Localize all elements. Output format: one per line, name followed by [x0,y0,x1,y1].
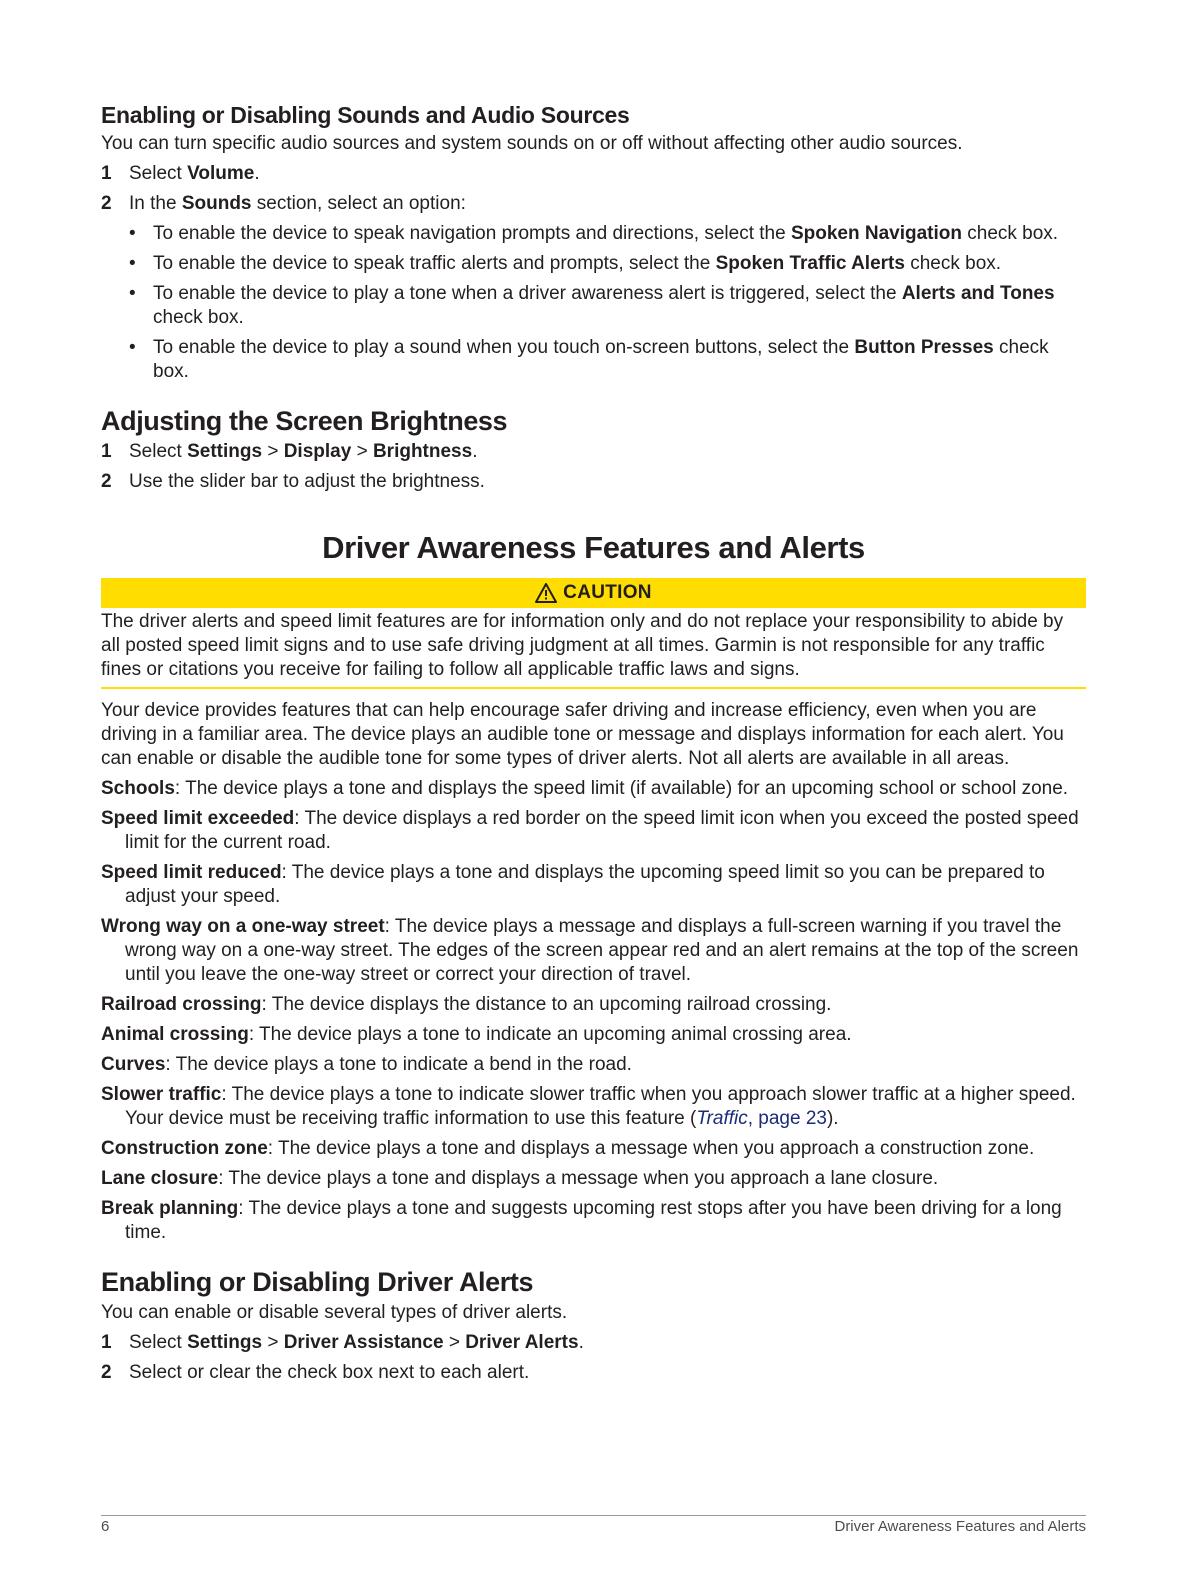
definition-item [101,1023,1086,1047]
definition-item [101,861,1086,909]
item-text-end: check box. [904,253,1002,274]
definition-term: Break planning [101,1198,239,1219]
settings-label: Settings [187,441,263,462]
step-number: 2 [101,471,112,492]
definition-item [101,777,1086,801]
definition-text: : The device displays a red border on the speed limit icon when you exceed the posted speed limit for the current road. [125,808,1079,853]
item-bold: Spoken Traffic Alerts [715,253,905,274]
bullet-icon: • [129,283,136,304]
driver-awareness-heading: Driver Awareness Features and Alerts [322,530,865,565]
caution-text: The driver alerts and speed limit features are for information only and do not replace your responsibility to abide by all posted speed limit signs and to use safe driving judgment at all times. Garmin is not responsible for any traffic fines or citations you receive for failing to follow all applicable traffic laws and signs. [101,610,1086,689]
item-bold: Spoken Navigation [790,223,962,244]
step-text: In the [129,193,182,214]
list-item [101,222,1086,246]
page-content [101,100,1086,1385]
definition-item [101,1137,1086,1161]
definition-term: Speed limit exceeded [101,808,295,829]
item-text: To enable the device to speak traffic alerts and prompts, select the [153,253,716,274]
item-bold: Button Presses [854,337,994,358]
definition-text: : The device plays a tone and displays the upcoming speed limit so you can be prepared to adjust your speed. [125,862,1045,907]
definition-text-end: ). [826,1108,839,1129]
definition-term: Curves [101,1054,166,1075]
driver-awareness-intro: Your device provides features that can help encourage safer driving and increase efficiency, even when you are driving in a familiar area. The device plays an audible tone or message and displays information for each alert. You can enable or disable the audible tone for some types of driver alerts. Not all alerts are available in all areas. [101,700,1064,769]
traffic-page-link[interactable] [696,1108,827,1129]
definition-item [101,807,1086,855]
step-text: Select [129,441,188,462]
display-label: Display [283,441,352,462]
list-item [101,336,1086,384]
definition-text: : The device plays a tone to indicate slower traffic when you approach slower traffic at a higher speed. Your device must be receiving traffic information to use this feature ( [125,1084,1076,1129]
brightness-heading: Adjusting the Screen Brightness [101,406,508,436]
definition-item [101,1083,1086,1131]
caution-banner [101,578,1086,608]
bullet-icon: • [129,223,136,244]
item-text-end: check box. [961,223,1059,244]
driver-alerts-label: Driver Alerts [465,1332,579,1353]
item-text-end: check box. [153,337,1049,382]
definition-text: : The device plays a tone and displays a message when you approach a construction zone. [267,1138,1035,1159]
driver-alerts-step-2 [101,1361,1086,1385]
bullet-icon: • [129,337,136,358]
volume-label: Volume [187,163,255,184]
step-text: Use the slider bar to adjust the brightness. [129,471,485,492]
list-item [101,252,1086,276]
separator: > [262,441,284,462]
warning-icon [535,583,557,603]
item-text: To enable the device to play a tone when a driver awareness alert is triggered, select the [153,283,902,304]
separator: > [443,1332,466,1353]
definition-text: : The device plays a message and displays a full-screen warning if you travel the wrong way on a one-way street. The edges of the screen appear red and an alert remains at the top of the screen until you leave the one-way street or correct your direction of travel. [125,916,1079,985]
sounds-step-1 [101,162,1086,186]
step-number: 2 [101,193,112,214]
step-number: 1 [101,163,112,184]
step-number: 1 [101,441,112,462]
definition-term: Schools [101,778,175,799]
list-item [101,282,1086,330]
definition-text: : The device plays a tone to indicate an upcoming animal crossing area. [248,1024,852,1045]
definition-text: : The device displays the distance to an upcoming railroad crossing. [261,994,832,1015]
definition-item [101,1053,1086,1077]
step-text-end: . [578,1332,584,1353]
sounds-intro: You can turn specific audio sources and system sounds on or off without affecting other audio sources. [101,133,963,154]
settings-label: Settings [187,1332,263,1353]
definition-text: : The device plays a tone to indicate a bend in the road. [165,1054,632,1075]
item-text: To enable the device to speak navigation prompts and directions, select the [153,223,791,244]
brightness-step-1 [101,440,1086,464]
sounds-label: Sounds [181,193,252,214]
step-text: Select [129,163,188,184]
definition-item [101,993,1086,1017]
page-number: 6 [101,1518,110,1535]
definition-item [101,915,1086,987]
definition-text: : The device plays a tone and displays the speed limit (if available) for an upcoming school or school zone. [174,778,1069,799]
driver-alerts-heading: Enabling or Disabling Driver Alerts [101,1267,534,1297]
brightness-step-2 [101,470,1086,494]
step-number: 2 [101,1362,112,1383]
definition-text: : The device plays a tone and displays a message when you approach a lane closure. [218,1168,939,1189]
separator: > [351,441,373,462]
definition-term: Lane closure [101,1168,219,1189]
definition-term: Wrong way on a one-way street [101,916,385,937]
driver-assistance-label: Driver Assistance [283,1332,444,1353]
definition-term: Construction zone [101,1138,268,1159]
sound-options-list [101,222,1086,384]
page-footer [101,1515,1086,1535]
step-number: 1 [101,1332,112,1353]
item-bold: Alerts and Tones [901,283,1055,304]
bullet-icon: • [129,253,136,274]
definition-term: Railroad crossing [101,994,262,1015]
brightness-label: Brightness [372,441,473,462]
definition-item [101,1167,1086,1191]
separator: > [262,1332,284,1353]
driver-alerts-intro: You can enable or disable several types of driver alerts. [101,1302,568,1323]
link-title: Traffic [696,1108,748,1129]
footer-title: Driver Awareness Features and Alerts [834,1518,1086,1535]
definition-term: Speed limit reduced [101,862,282,883]
item-text: To enable the device to play a sound when you touch on-screen buttons, select the [153,337,855,358]
definition-text: : The device plays a tone and suggests upcoming rest stops after you have been driving for a long time. [125,1198,1062,1243]
step-text-end: . [472,441,478,462]
definition-term: Slower traffic [101,1084,222,1105]
step-text-end: . [254,163,260,184]
definition-term: Animal crossing [101,1024,249,1045]
sounds-step-2 [101,192,1086,216]
sounds-heading: Enabling or Disabling Sounds and Audio Sources [101,102,630,128]
definition-item [101,1197,1086,1245]
step-text: Select or clear the check box next to each alert. [129,1362,530,1383]
caution-label: CAUTION [563,582,652,603]
link-page: , page 23 [747,1108,827,1129]
step-text: Select [129,1332,188,1353]
driver-alerts-step-1 [101,1331,1086,1355]
step-text-end: section, select an option: [251,193,466,214]
item-text-end: check box. [153,307,244,328]
